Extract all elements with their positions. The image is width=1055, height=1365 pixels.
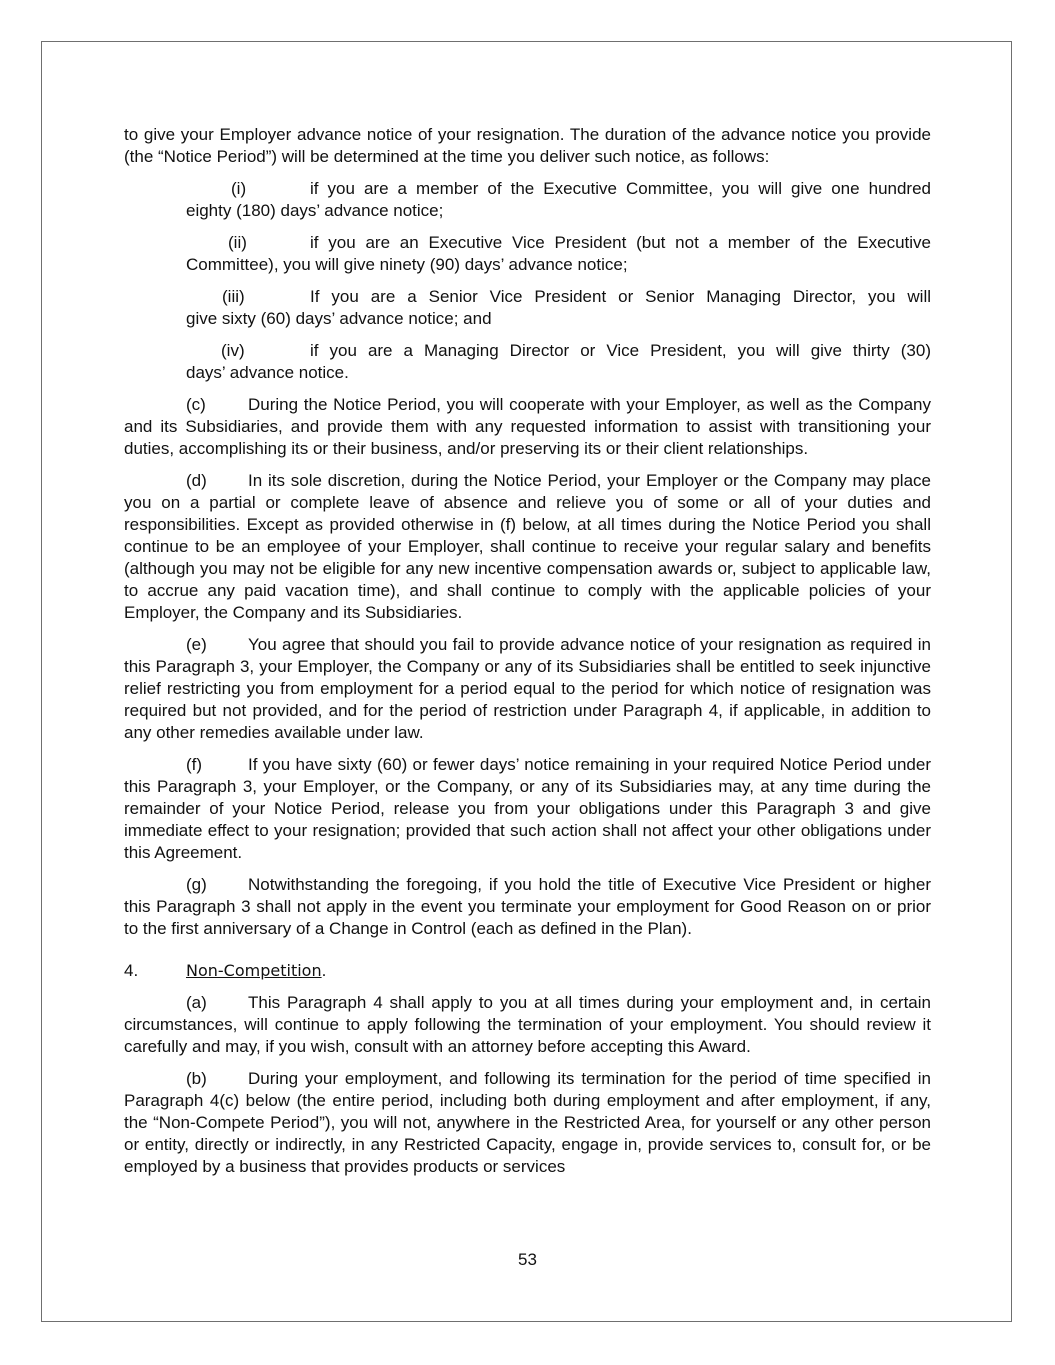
notice-item-continuation: Committee), you will give ninety (90) days’ advance notice; (186, 255, 628, 274)
paragraph-label: (f) (186, 755, 203, 774)
document-body (124, 124, 931, 1188)
paragraph-label: (a) (186, 993, 207, 1012)
notice-item-first-line (186, 232, 931, 254)
notice-item-text: if you are a member of the Executive Committee, you will give one hundred (310, 179, 931, 198)
notice-item-text: If you are a Senior Vice President or Senior Managing Director, you will (310, 287, 931, 306)
paragraph-text: Notwithstanding the foregoing, if you hold the title of Executive Vice President or higher this Paragraph 3 shall not apply in the event you terminate your employment for Good Reason on or prior to the first anniversary of a Change in Control (each as defined in the Plan). (124, 875, 931, 938)
notice-item-continuation: give sixty (60) days’ advance notice; and (186, 309, 492, 328)
paragraph-text: This Paragraph 4 shall apply to you at all times during your employment and, in certain circumstances, will continue to apply following the termination of your employment. You should review it carefully and may, if you wish, consult with an attorney before accepting this Award. (124, 993, 931, 1056)
notice-item-first-line (186, 178, 931, 200)
paragraph-text: You agree that should you fail to provide advance notice of your resignation as required in this Paragraph 3, your Employer, the Company or any of its Subsidiaries shall be entitled to seek injunctive relief restricting you from employment for a period equal to the period for which notice of resignation was required but not provided, and for the period of restriction under Paragraph 4, if applicable, in addition to any other remedies available under law. (124, 635, 931, 742)
paragraph-g (124, 874, 931, 940)
paragraph-label: (e) (186, 635, 207, 654)
notice-item-label: (iv) (221, 341, 245, 360)
notice-item-continuation: eighty (180) days’ advance notice; (186, 201, 444, 220)
notice-item-label: (i) (231, 179, 247, 198)
notice-item (186, 178, 931, 222)
paragraph-f (124, 754, 931, 864)
notice-item-first-line (186, 340, 931, 362)
paragraph-label: (d) (186, 471, 207, 490)
notice-item-text: if you are a Managing Director or Vice President, you will give thirty (30) (310, 341, 931, 360)
notice-item-label: (iii) (222, 287, 245, 306)
notice-item (186, 286, 931, 330)
paragraph-text: If you have sixty (60) or fewer days’ notice remaining in your required Notice Period under this Paragraph 3, your Employer, or the Company, or any of its Subsidiaries may, at any time during the remainder of your Notice Period, release you from your obligations under this Paragraph 3 and give immediate effect to your resignation; provided that such action shall not affect your other obligations under this Agreement. (124, 755, 931, 862)
paragraph-text: In its sole discretion, during the Notice Period, your Employer or the Company may place you on a partial or complete leave of absence and relieve you of some or all of your duties and responsibilities. Except as provided otherwise in (f) below, at all times during the Notice Period you shall continue to be an employee of your Employer, shall continue to receive your regular salary and benefits (although you may not be eligible for any new incentive compensation awards or, subject to applicable law, to accrue any paid vacation time), and shall continue to comply with the applicable policies of your Employer, the Company and its Subsidiaries. (124, 471, 931, 622)
notice-item-label: (ii) (228, 233, 247, 252)
page-number: 53 (518, 1250, 537, 1269)
paragraph-text: During the Notice Period, you will cooperate with your Employer, as well as the Company and its Subsidiaries, and provide them with any requested information to assist with transitioning your duties, accomplishing its or their business, and/or preserving its or their client relationships. (124, 395, 931, 458)
paragraph-4a (124, 992, 931, 1058)
notice-item-text: if you are an Executive Vice President (but not a member of the Executive (310, 233, 931, 252)
section-heading (124, 960, 931, 982)
paragraph-e (124, 634, 931, 744)
section-title-suffix: . (321, 961, 327, 980)
section-number: 4. (124, 961, 139, 980)
paragraph-d (124, 470, 931, 624)
intro-paragraph: to give your Employer advance notice of your resignation. The duration of the advance notice you provide (the “Notice Period”) will be determined at the time you deliver such notice, as follows: (124, 125, 931, 166)
notice-item (186, 232, 931, 276)
paragraph-text: During your employment, and following its termination for the period of time specified in Paragraph 4(c) below (the entire period, including both during employment and after employment, if any, the “Non-Compete Period”), you will not, anywhere in the Restricted Area, for yourself or any other person or entity, directly or indirectly, in any Restricted Capacity, engage in, provide services to, consult for, or be employed by a business that provides products or services (124, 1069, 931, 1176)
paragraph-label: (g) (186, 875, 207, 894)
paragraph-c (124, 394, 931, 460)
notice-item-continuation: days’ advance notice. (186, 363, 349, 382)
paragraph-label: (b) (186, 1069, 207, 1088)
paragraph-4b (124, 1068, 931, 1178)
notice-item (186, 340, 931, 384)
section-title: Non-Competition (186, 961, 322, 980)
paragraph-label: (c) (186, 395, 206, 414)
notice-item-first-line (186, 286, 931, 308)
